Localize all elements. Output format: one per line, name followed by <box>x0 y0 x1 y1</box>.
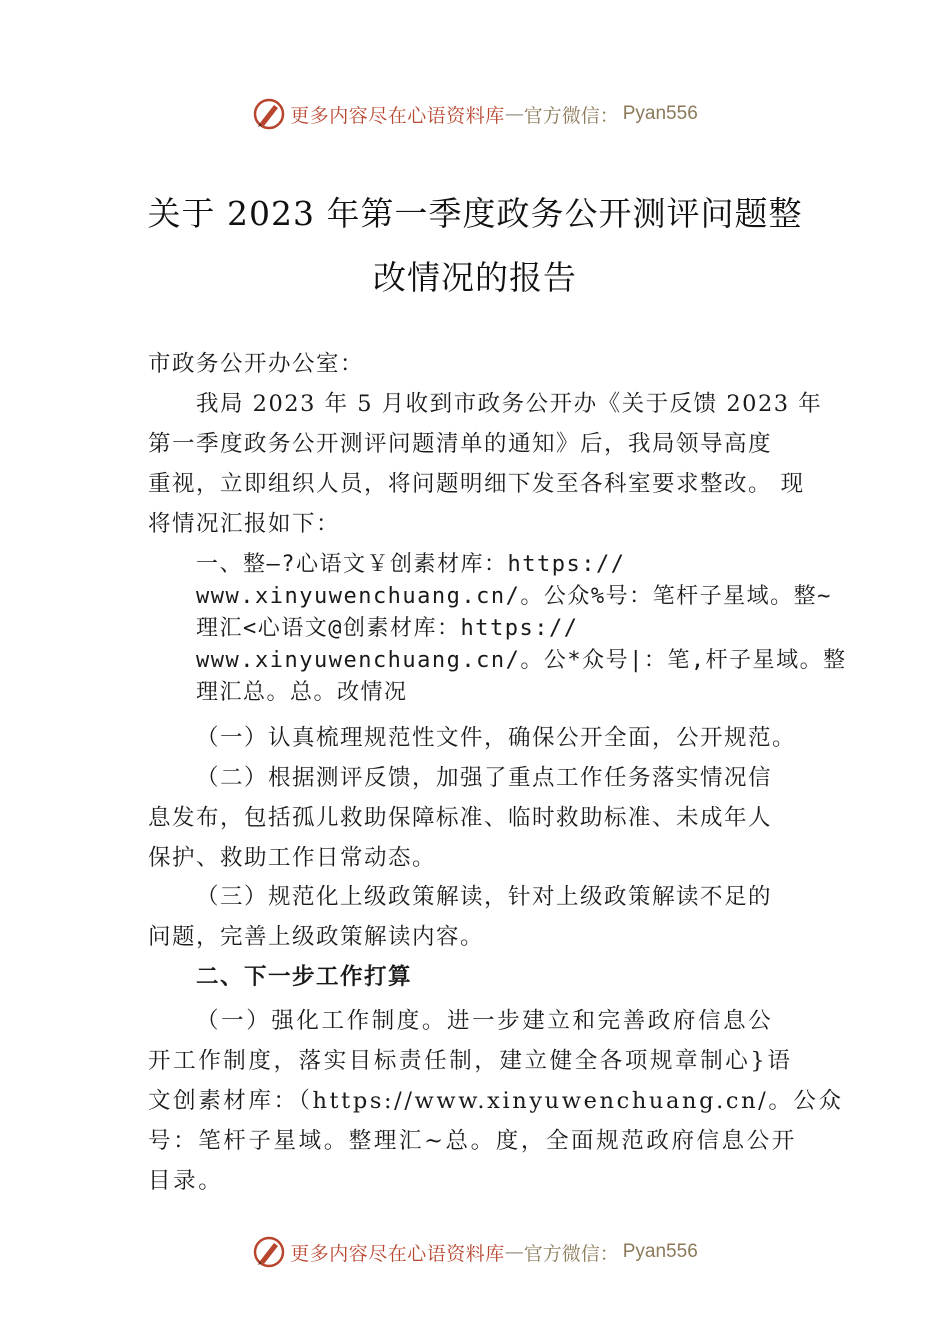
section-1-line: 理汇<心语文@创素材库：https:// <box>196 616 579 641</box>
section-1-heading <box>196 549 847 709</box>
banner-text: 更多内容尽在心语资料库 <box>290 1242 505 1265</box>
recipient-line: 市政务公开办公室： <box>148 351 365 377</box>
pen-logo-icon <box>252 97 286 131</box>
item-1-paragraph <box>148 718 818 758</box>
item-2-line: 保护、救助工作日常动态。 <box>148 845 437 871</box>
banner-separator: — <box>504 103 524 125</box>
banner-wechat-id: Pyan556 <box>622 1241 698 1262</box>
intro-line: 将情况汇报如下： <box>148 511 341 537</box>
document-title-line-2: 改情况的报告 <box>373 258 577 297</box>
item-2-line: 息发布，包括孤儿救助保障标准、临时救助标准、未成年人 <box>148 805 773 831</box>
item-3-line: 问题，完善上级政策解读内容。 <box>148 924 485 950</box>
section-1-line: www.xinyuwenchuang.cn/。公众%号：笔杆子星域。整~ <box>196 584 832 609</box>
intro-line: 我局 2023 年 5 月收到市政务公开办《关于反馈 2023 年 <box>196 391 823 417</box>
item-4-line: 开工作制度，落实目标责任制，建立健全各项规章制心}语 <box>148 1048 793 1074</box>
item-2-line: （二）根据测评反馈，加强了重点工作任务落实情况信 <box>196 765 773 791</box>
item-3-paragraph <box>148 877 818 957</box>
intro-line: 第一季度政务公开测评问题清单的通知》后，我局领导高度 <box>148 431 773 457</box>
intro-paragraph <box>148 384 823 544</box>
item-4-paragraph <box>148 1001 844 1201</box>
item-4-line: 号：笔杆子星域。整理汇~总。度，全面规范政府信息公开 <box>148 1128 797 1154</box>
item-4-line: 文创素材库：（https://www.xinyuwenchuang.cn/。公众 <box>148 1088 844 1114</box>
item-2-paragraph <box>148 758 818 878</box>
banner-text: 更多内容尽在心语资料库 <box>290 104 505 127</box>
banner-separator: — <box>504 1241 524 1263</box>
intro-line: 重视，立即组织人员，将问题明细下发至各科室要求整改。 现 <box>148 471 805 497</box>
footer-banner <box>0 1232 950 1272</box>
section-2-heading <box>148 957 818 997</box>
item-4-line: 目录。 <box>148 1168 224 1194</box>
item-3-line: （三）规范化上级政策解读，针对上级政策解读不足的 <box>196 884 773 910</box>
header-banner <box>0 94 950 134</box>
section-1-line: www.xinyuwenchuang.cn/。公*众号|：笔,杆子星域。整 <box>196 648 847 673</box>
banner-wechat-label: 官方微信： <box>523 1242 619 1265</box>
section-1-line: 理汇总。总。改情况 <box>196 680 408 705</box>
section-2-heading-text: 二、下一步工作打算 <box>196 964 413 990</box>
banner-wechat-id: Pyan556 <box>622 103 698 124</box>
section-1-line: 一、整—?心语文￥创素材库：https:// <box>196 552 626 577</box>
document-title-line-1: 关于 2023 年第一季度政务公开测评问题整 <box>147 194 803 233</box>
item-1-text: （一）认真梳理规范性文件，确保公开全面，公开规范。 <box>196 725 797 751</box>
banner-wechat-label: 官方微信： <box>523 104 619 127</box>
pen-logo-icon <box>252 1235 286 1269</box>
item-4-line: （一）强化工作制度。进一步建立和完善政府信息公 <box>196 1008 774 1034</box>
